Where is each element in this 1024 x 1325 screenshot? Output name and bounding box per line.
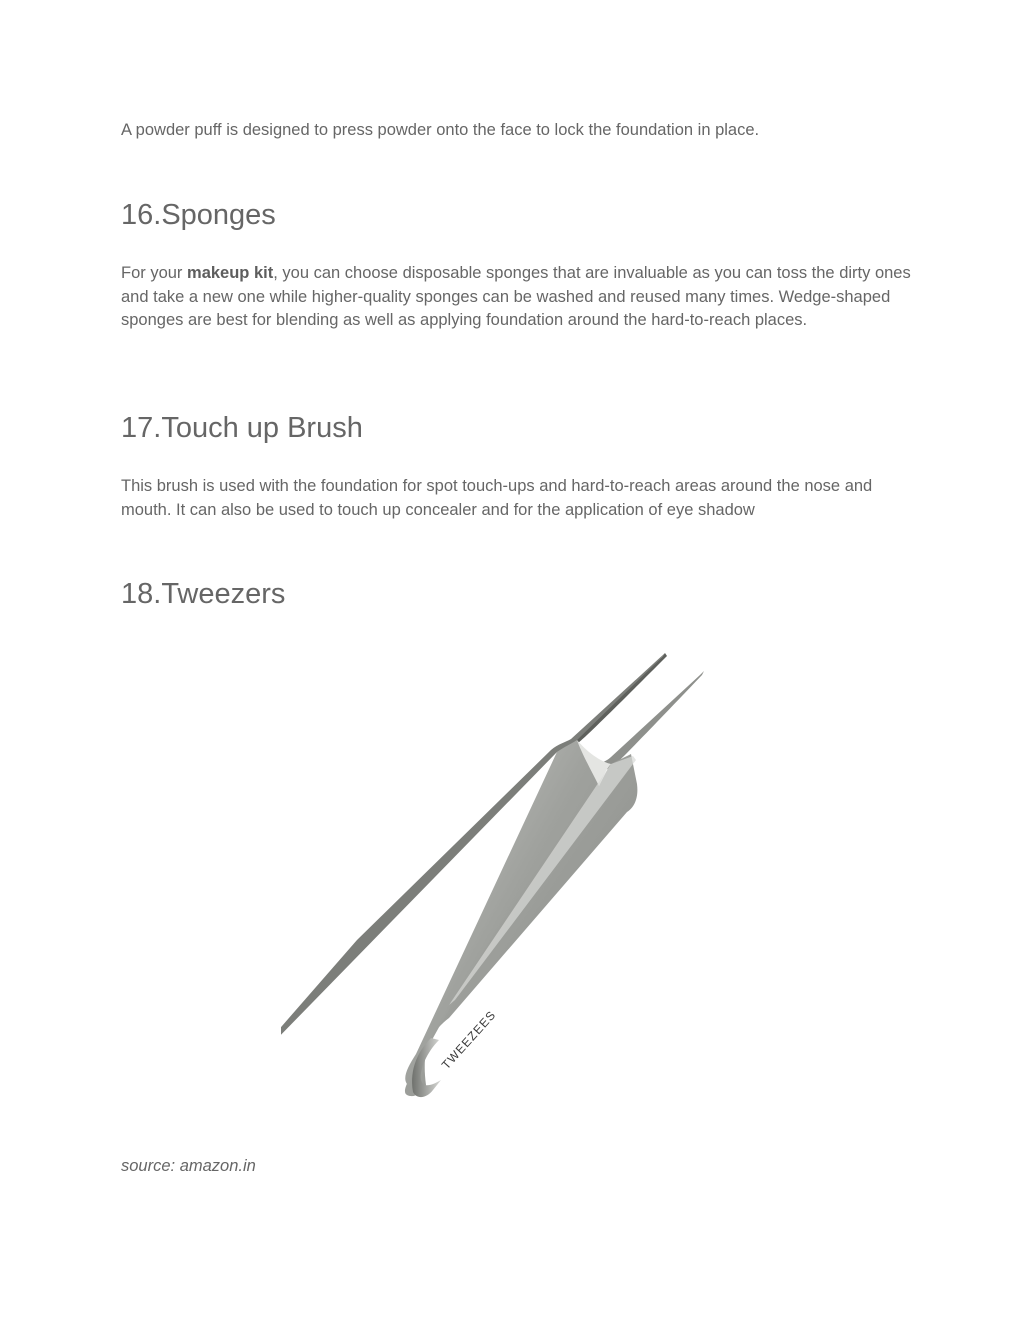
- tweezers-illustration: [281, 640, 761, 1110]
- image-source-caption: source: amazon.in: [121, 1157, 256, 1175]
- touch-up-brush-paragraph: This brush is used with the foundation for spot touch-ups and hard-to-reach areas around the nose and mouth. It can also be used to touch up concealer and for the application of eye shadow: [121, 477, 873, 519]
- section-heading-touch-up-brush: 17.Touch up Brush: [121, 412, 363, 444]
- tweezers-brand-label: TWEEZEES: [438, 1007, 499, 1073]
- tweezers-image: [281, 640, 761, 1110]
- sponges-text-before: For your: [121, 264, 188, 282]
- makeup-kit-bold: makeup kit: [187, 264, 274, 282]
- section-heading-sponges: 16.Sponges: [121, 199, 276, 231]
- intro-paragraph: A powder puff is designed to press powder onto the face to lock the foundation in place.: [121, 121, 760, 139]
- sponges-paragraph: [121, 262, 911, 333]
- sponges-text-after: , you can choose disposable sponges that are invaluable as you can toss the dirty ones and take a new one while higher-quality sponges can be washed and reused many times. Wedge-shaped sponges are best for blending as well as applying foundation around the hard-to-reach places.: [121, 264, 911, 329]
- section-heading-tweezers: 18.Tweezers: [121, 578, 286, 610]
